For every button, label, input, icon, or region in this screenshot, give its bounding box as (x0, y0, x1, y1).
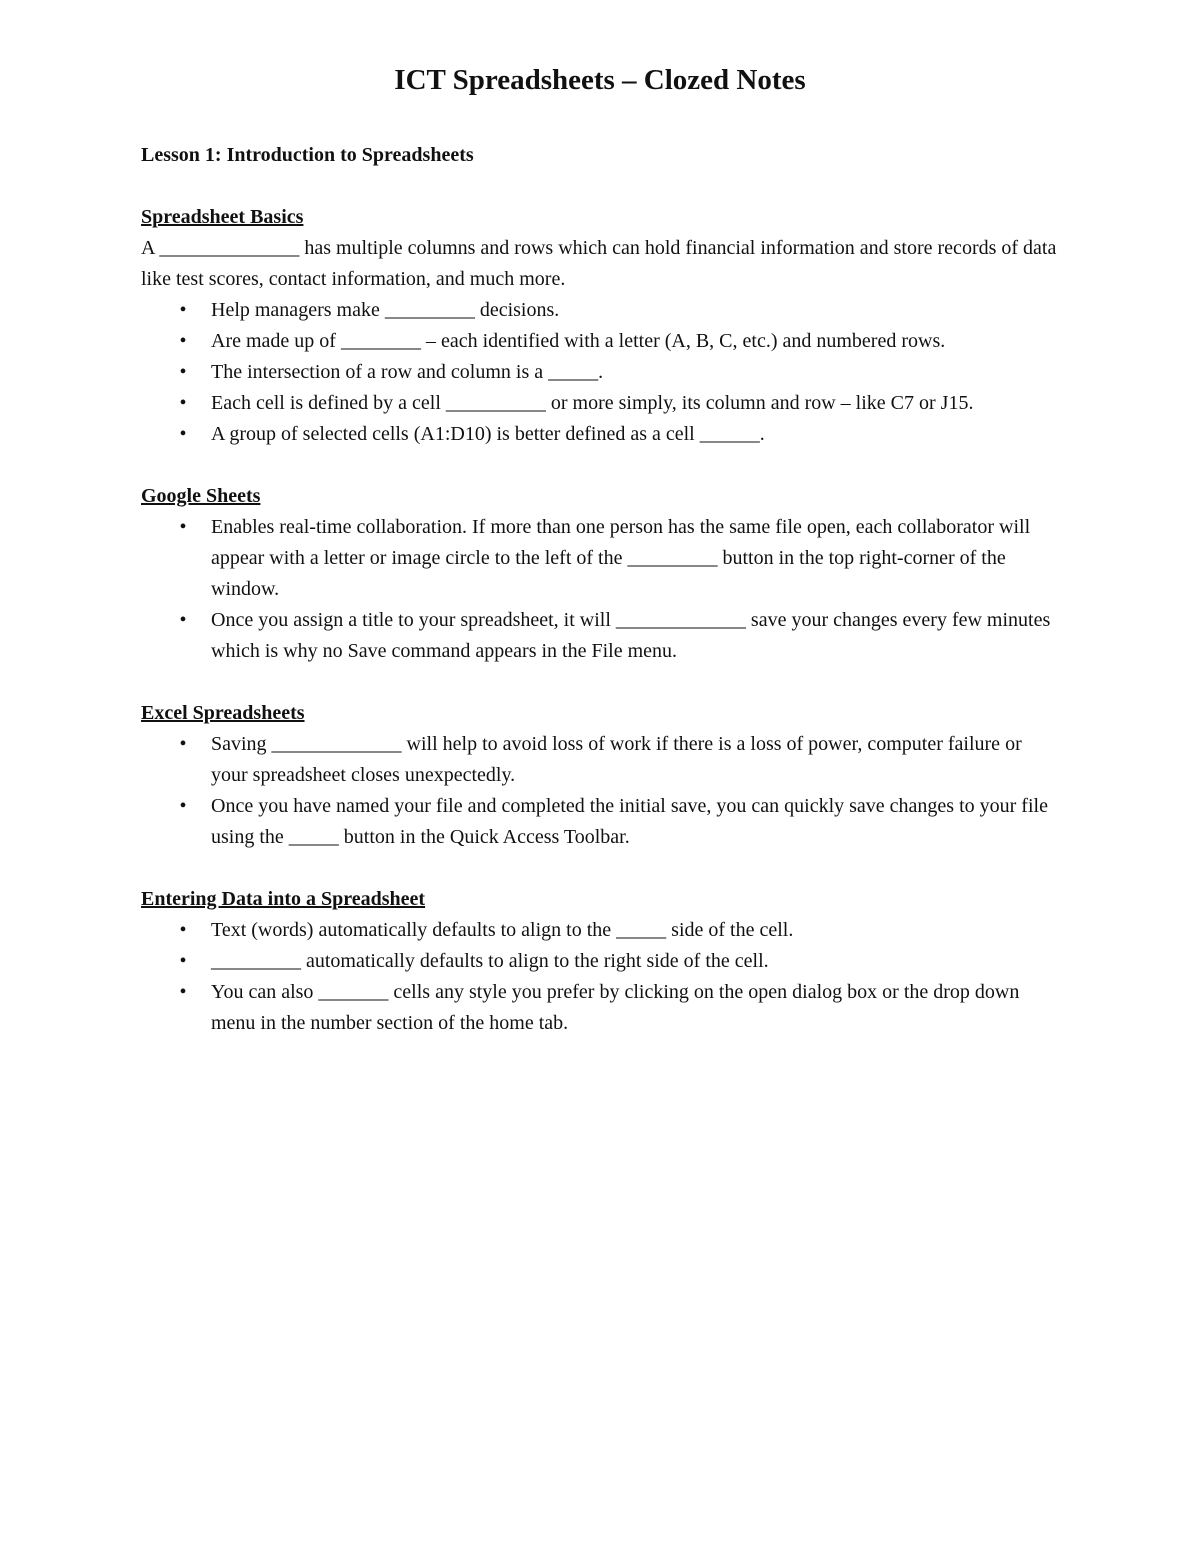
bullet-icon: • (179, 981, 187, 1003)
bullet-icon: • (179, 733, 187, 755)
bullet-icon: • (179, 392, 187, 414)
bullet-icon: • (179, 330, 187, 352)
list-item-text: The intersection of a row and column is a _____. (211, 361, 604, 383)
section-entering-data (141, 884, 1061, 1039)
list-item-text: Each cell is defined by a cell __________ or more simply, its column and row – like C7 or J15. (211, 392, 974, 414)
bullet-list (141, 512, 1061, 667)
list-item (141, 915, 1061, 946)
spacer (141, 171, 1061, 202)
bullet-icon: • (179, 795, 187, 817)
list-item-text: A group of selected cells (A1:D10) is better defined as a cell ______. (211, 423, 765, 445)
list-item-text: Saving _____________ will help to avoid loss of work if there is a loss of power, computer failure or your spreadsheet closes unexpectedly. (211, 733, 1022, 786)
list-item-text: Once you assign a title to your spreadsheet, it will _____________ save your changes every few minutes which is why no Save command appears in the File menu. (211, 609, 1051, 662)
list-item-text: Once you have named your file and completed the initial save, you can quickly save changes to your file using the _____ button in the Quick Access Toolbar. (211, 795, 1048, 848)
section-spreadsheet-basics (141, 202, 1061, 450)
list-item (141, 946, 1061, 977)
bullet-icon: • (179, 609, 187, 631)
spacer (141, 853, 1061, 884)
bullet-list (141, 915, 1061, 1039)
section-heading: Entering Data into a Spreadsheet (141, 888, 426, 910)
section-heading: Excel Spreadsheets (141, 702, 305, 724)
list-item (141, 729, 1061, 791)
document-body (141, 140, 1061, 1039)
list-item-text: Help managers make _________ decisions. (211, 299, 560, 321)
list-item (141, 512, 1061, 605)
lesson-heading: Lesson 1: Introduction to Spreadsheets (141, 144, 474, 166)
section-intro: A ______________ has multiple columns and rows which can hold financial information and store records of data like test scores, contact information, and much more. (141, 237, 1057, 290)
list-item-text: Are made up of ________ – each identified with a letter (A, B, C, etc.) and numbered rows. (211, 330, 946, 352)
bullet-icon: • (179, 516, 187, 538)
list-item (141, 388, 1061, 419)
list-item (141, 605, 1061, 667)
bullet-icon: • (179, 919, 187, 941)
list-item-text: You can also _______ cells any style you prefer by clicking on the open dialog box or the drop down menu in the number section of the home tab. (211, 981, 1020, 1034)
list-item (141, 977, 1061, 1039)
document-title: ICT Spreadsheets – Clozed Notes (394, 64, 806, 96)
spacer (141, 667, 1061, 698)
section-google-sheets (141, 481, 1061, 667)
bullet-icon: • (179, 299, 187, 321)
bullet-list (141, 295, 1061, 450)
list-item-text: Text (words) automatically defaults to align to the _____ side of the cell. (211, 919, 794, 941)
list-item (141, 326, 1061, 357)
section-heading: Google Sheets (141, 485, 261, 507)
bullet-icon: • (179, 950, 187, 972)
spacer (141, 450, 1061, 481)
list-item-text: Enables real-time collaboration. If more than one person has the same file open, each collaborator will appear with a letter or image circle to the left of the _________ button in the top right-corner of the window. (211, 516, 1031, 600)
list-item (141, 357, 1061, 388)
section-excel-spreadsheets (141, 698, 1061, 853)
list-item (141, 791, 1061, 853)
section-heading: Spreadsheet Basics (141, 206, 304, 228)
list-item (141, 419, 1061, 450)
bullet-list (141, 729, 1061, 853)
bullet-icon: • (179, 423, 187, 445)
bullet-icon: • (179, 361, 187, 383)
list-item (141, 295, 1061, 326)
list-item-text: _________ automatically defaults to align to the right side of the cell. (211, 950, 769, 972)
